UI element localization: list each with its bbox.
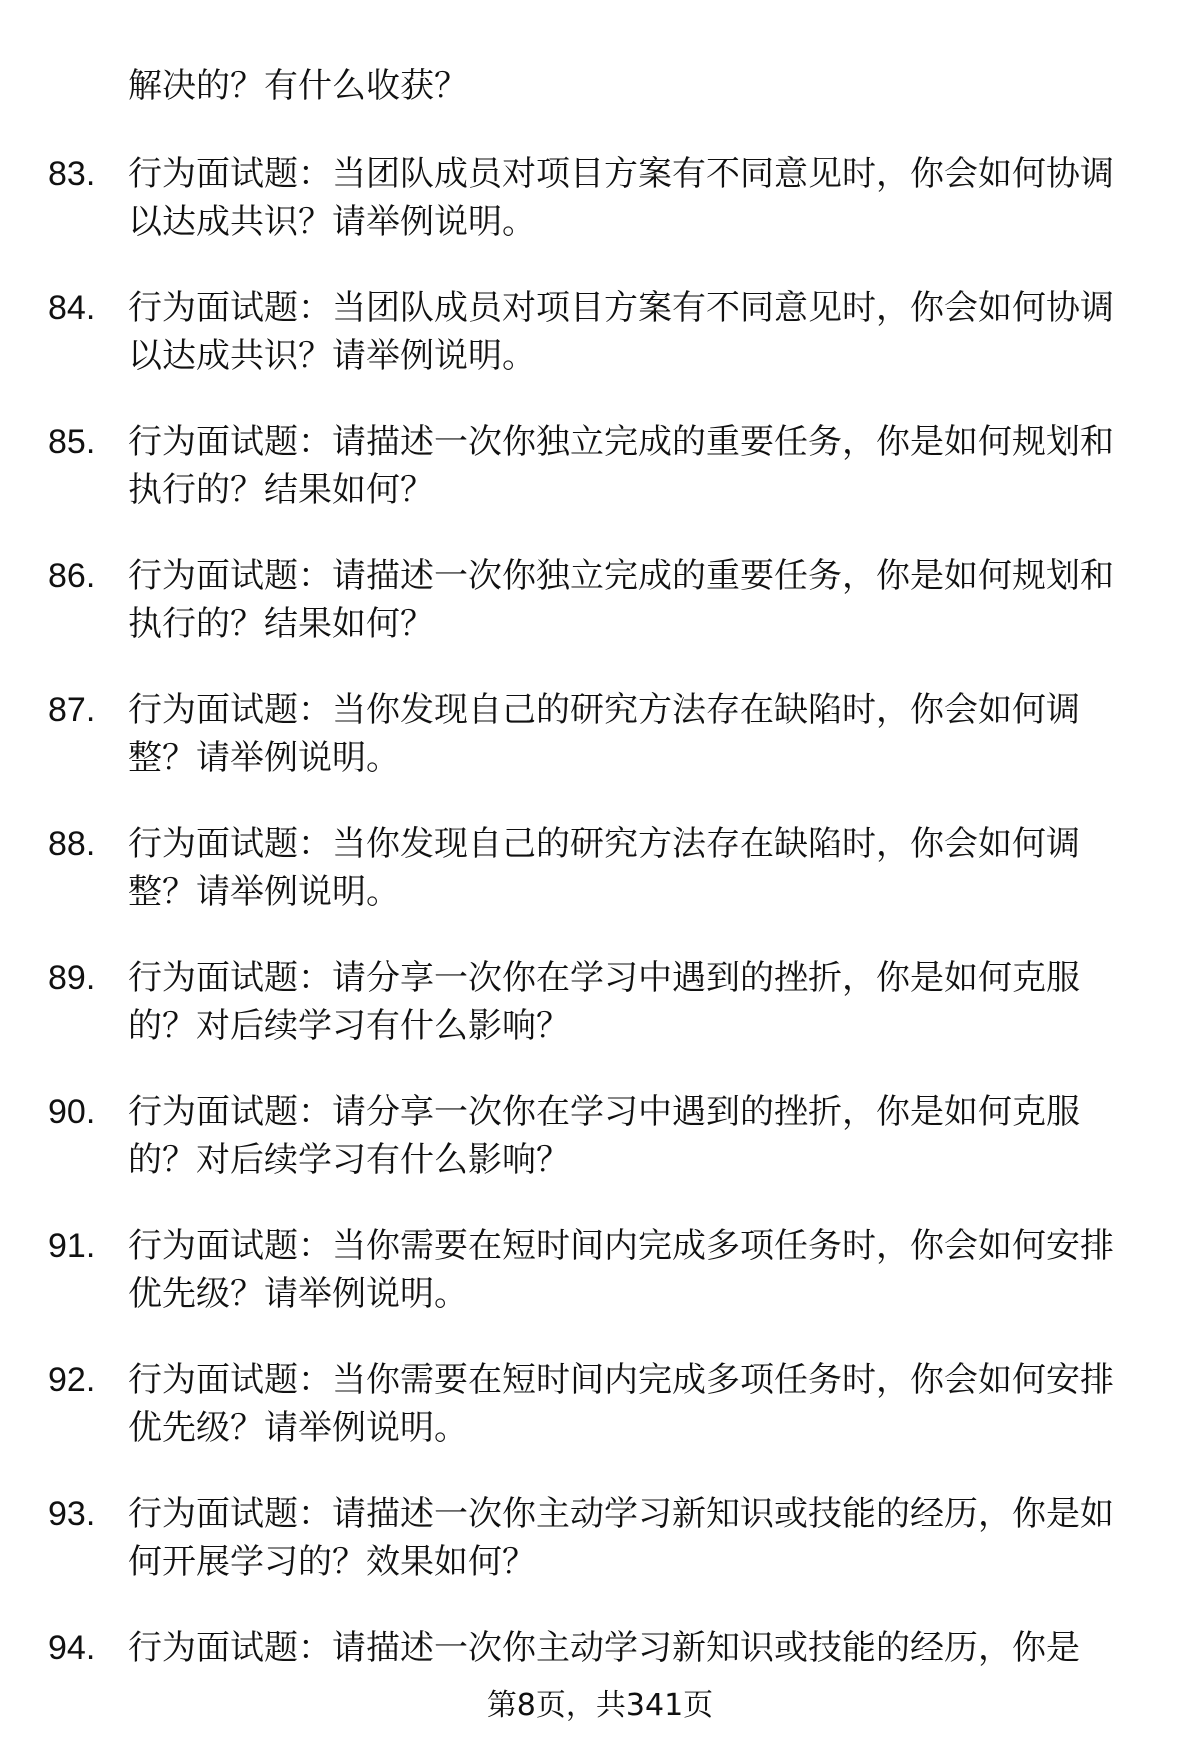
question-number: 86. (48, 557, 96, 595)
question-number: 87. (48, 691, 96, 729)
question-text: 行为面试题：当你需要在短时间内完成多项任务时，你会如何安排优先级？请举例说明。 (128, 1226, 1114, 1314)
page-footer: 第8页，共341页 (486, 1688, 714, 1723)
list-item (48, 954, 1158, 1050)
question-number: 90. (48, 1093, 96, 1131)
list-item (48, 820, 1158, 916)
list-item (48, 1490, 1158, 1586)
question-number: 85. (48, 423, 96, 461)
list-item (48, 552, 1158, 648)
question-text: 行为面试题：请描述一次你主动学习新知识或技能的经历，你是 (128, 1628, 1080, 1668)
list-item (48, 1356, 1158, 1452)
continuation-text: 解决的？有什么收获？ (128, 66, 468, 106)
question-text: 行为面试题：当你需要在短时间内完成多项任务时，你会如何安排优先级？请举例说明。 (128, 1360, 1114, 1448)
question-text: 行为面试题：当团队成员对项目方案有不同意见时，你会如何协调以达成共识？请举例说明。 (128, 154, 1114, 242)
question-text: 行为面试题：当你发现自己的研究方法存在缺陷时，你会如何调整？请举例说明。 (128, 824, 1080, 912)
question-number: 93. (48, 1495, 96, 1533)
list-item (48, 418, 1158, 514)
question-text: 行为面试题：请描述一次你独立完成的重要任务，你是如何规划和执行的？结果如何？ (128, 556, 1114, 644)
question-text: 行为面试题：请描述一次你主动学习新知识或技能的经历，你是如何开展学习的？效果如何？ (128, 1494, 1114, 1582)
question-number: 92. (48, 1361, 96, 1399)
question-number: 91. (48, 1227, 96, 1265)
question-number: 88. (48, 825, 96, 863)
question-text: 行为面试题：请描述一次你独立完成的重要任务，你是如何规划和执行的？结果如何？ (128, 422, 1114, 510)
question-number: 84. (48, 289, 96, 327)
list-item (48, 1222, 1158, 1318)
question-text: 行为面试题：请分享一次你在学习中遇到的挫折，你是如何克服的？对后续学习有什么影响？ (128, 1092, 1080, 1180)
list-item (48, 150, 1158, 246)
question-list (48, 150, 1158, 1758)
list-item (48, 1088, 1158, 1184)
list-item (48, 686, 1158, 782)
question-text: 行为面试题：请分享一次你在学习中遇到的挫折，你是如何克服的？对后续学习有什么影响？ (128, 958, 1080, 1046)
question-number: 83. (48, 155, 96, 193)
question-number: 89. (48, 959, 96, 997)
question-text: 行为面试题：当你发现自己的研究方法存在缺陷时，你会如何调整？请举例说明。 (128, 690, 1080, 778)
question-number: 94. (48, 1629, 96, 1667)
question-text: 行为面试题：当团队成员对项目方案有不同意见时，你会如何协调以达成共识？请举例说明。 (128, 288, 1114, 376)
list-item (48, 284, 1158, 380)
